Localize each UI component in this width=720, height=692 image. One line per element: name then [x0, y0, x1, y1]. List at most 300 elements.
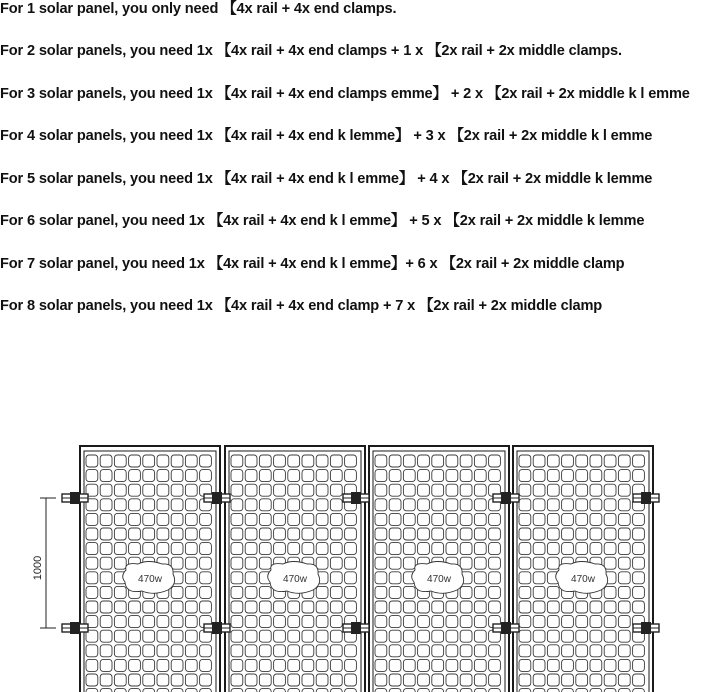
solar-cell [259, 645, 271, 657]
solar-cell [432, 689, 444, 692]
solar-cell [389, 689, 401, 692]
solar-cell [474, 543, 486, 555]
solar-cell [460, 513, 472, 525]
solar-cell [288, 659, 300, 671]
solar-cell [157, 484, 169, 496]
solar-cell [245, 455, 257, 467]
solar-cell [302, 616, 314, 628]
solar-cell [446, 484, 458, 496]
solar-cell [114, 586, 126, 598]
solar-cell [86, 557, 98, 569]
solar-cell [316, 645, 328, 657]
solar-cell [288, 484, 300, 496]
solar-cell [375, 470, 387, 482]
solar-cell [547, 499, 559, 511]
solar-cell [576, 601, 588, 613]
solar-cell [562, 470, 574, 482]
solar-cell [185, 689, 197, 692]
dimension-marker [32, 498, 56, 628]
solar-cell [330, 470, 342, 482]
solar-cell [274, 601, 286, 613]
solar-cell [375, 674, 387, 686]
solar-cell [185, 630, 197, 642]
solar-cell [446, 470, 458, 482]
solar-cell [576, 645, 588, 657]
instruction-line-8: For 8 solar panels, you need 1x 【4x rail + 4x end clamp + 7 x 【2x rail + 2x middle clamp [0, 298, 603, 314]
solar-cell [403, 484, 415, 496]
solar-cell [460, 543, 472, 555]
solar-cell [547, 659, 559, 671]
solar-cell [460, 484, 472, 496]
solar-cell [618, 601, 630, 613]
solar-cell [259, 543, 271, 555]
solar-cell [418, 630, 430, 642]
solar-cell [446, 689, 458, 692]
solar-cell [562, 499, 574, 511]
solar-cell [547, 601, 559, 613]
solar-cell [231, 528, 243, 540]
solar-cell [460, 499, 472, 511]
solar-cell [618, 659, 630, 671]
solar-panel-2 [225, 446, 365, 692]
solar-cell [231, 601, 243, 613]
solar-cell [375, 601, 387, 613]
solar-cell [259, 616, 271, 628]
solar-cell [231, 543, 243, 555]
solar-cell [389, 455, 401, 467]
instruction-line-3: For 3 solar panels, you need 1x 【4x rail + 4x end clamps emme】 + 2 x 【2x rail + 2x middle k l emme [0, 86, 690, 102]
solar-cell [143, 455, 155, 467]
solar-cell [474, 601, 486, 613]
solar-cell [316, 528, 328, 540]
solar-cell [403, 528, 415, 540]
solar-cell [519, 557, 531, 569]
solar-cell [432, 543, 444, 555]
solar-cell [618, 470, 630, 482]
solar-cell [460, 645, 472, 657]
solar-cell [231, 484, 243, 496]
solar-cell [316, 659, 328, 671]
solar-cell [432, 513, 444, 525]
solar-cell [533, 513, 545, 525]
solar-cell [547, 455, 559, 467]
solar-cell [519, 470, 531, 482]
solar-cell [474, 689, 486, 692]
solar-cell [618, 499, 630, 511]
solar-cell [129, 543, 141, 555]
solar-cell [129, 674, 141, 686]
solar-cell [330, 543, 342, 555]
solar-cell [345, 601, 357, 613]
solar-cell [200, 470, 212, 482]
solar-cell [562, 513, 574, 525]
solar-cell [157, 645, 169, 657]
solar-cell [288, 499, 300, 511]
solar-cell [547, 630, 559, 642]
solar-cell [330, 484, 342, 496]
solar-cell [171, 499, 183, 511]
solar-cell [86, 470, 98, 482]
solar-cell [143, 499, 155, 511]
solar-cell [633, 674, 645, 686]
solar-cell [245, 543, 257, 555]
solar-cell [403, 689, 415, 692]
solar-cell [143, 630, 155, 642]
solar-cell [547, 674, 559, 686]
wattage-label [268, 562, 320, 594]
solar-cell [345, 455, 357, 467]
solar-cell [489, 601, 501, 613]
solar-cell [302, 543, 314, 555]
solar-cell [562, 484, 574, 496]
solar-cell [157, 674, 169, 686]
solar-cell [489, 557, 501, 569]
solar-cell [618, 616, 630, 628]
solar-cell [330, 674, 342, 686]
solar-cell [489, 645, 501, 657]
solar-cell [274, 645, 286, 657]
solar-cell [418, 499, 430, 511]
solar-cell [547, 689, 559, 692]
solar-cell [200, 689, 212, 692]
solar-cell [274, 470, 286, 482]
solar-cell [129, 659, 141, 671]
instruction-line-4: For 4 solar panels, you need 1x 【4x rail + 4x end k lemme】 + 3 x 【2x rail + 2x middle k l emme [0, 128, 653, 144]
solar-cell [185, 499, 197, 511]
solar-cell [100, 455, 112, 467]
solar-cell [418, 543, 430, 555]
middle-clamp [343, 622, 369, 634]
solar-cell [171, 616, 183, 628]
solar-cell [604, 499, 616, 511]
solar-cell [245, 513, 257, 525]
solar-cell [489, 659, 501, 671]
solar-cell [460, 674, 472, 686]
solar-cell [86, 601, 98, 613]
solar-cell [302, 513, 314, 525]
solar-cell [562, 616, 574, 628]
solar-cell [533, 586, 545, 598]
solar-cell [403, 513, 415, 525]
solar-cell [576, 528, 588, 540]
solar-cell [231, 616, 243, 628]
solar-cell [288, 543, 300, 555]
solar-cell [200, 557, 212, 569]
wattage-text: 470w [427, 574, 451, 585]
solar-cell [474, 674, 486, 686]
solar-cell [618, 572, 630, 584]
solar-cell [604, 630, 616, 642]
solar-cell [432, 499, 444, 511]
solar-cell [618, 674, 630, 686]
solar-cell [231, 659, 243, 671]
solar-cell [171, 630, 183, 642]
solar-cell [474, 630, 486, 642]
solar-cell [171, 470, 183, 482]
solar-cell [330, 528, 342, 540]
solar-cell [432, 470, 444, 482]
solar-cell [389, 499, 401, 511]
solar-cell [288, 601, 300, 613]
solar-cell [375, 513, 387, 525]
solar-cell [533, 659, 545, 671]
solar-cell [446, 601, 458, 613]
solar-cell [330, 616, 342, 628]
solar-cell [129, 484, 141, 496]
solar-cell [432, 630, 444, 642]
solar-cell [171, 689, 183, 692]
solar-cell [533, 455, 545, 467]
solar-cell [129, 645, 141, 657]
solar-cell [231, 674, 243, 686]
solar-cell [418, 484, 430, 496]
solar-cell [533, 470, 545, 482]
solar-cell [114, 674, 126, 686]
solar-cell [100, 484, 112, 496]
solar-cell [86, 689, 98, 692]
solar-cell [489, 455, 501, 467]
solar-cell [259, 601, 271, 613]
solar-cell [185, 455, 197, 467]
instruction-line-6: For 6 solar panel, you need 1x 【4x rail + 4x end k l emme】 + 5 x 【2x rail + 2x middle k lemme [0, 213, 645, 229]
solar-cell [231, 586, 243, 598]
solar-cell [474, 528, 486, 540]
solar-cell [114, 630, 126, 642]
solar-cell [274, 659, 286, 671]
solar-cell [446, 455, 458, 467]
solar-cell [302, 484, 314, 496]
solar-cell [590, 484, 602, 496]
solar-cell [185, 557, 197, 569]
solar-cell [171, 484, 183, 496]
solar-cell [259, 557, 271, 569]
solar-cell [100, 557, 112, 569]
solar-cell [302, 601, 314, 613]
solar-cell [345, 528, 357, 540]
solar-cell [231, 470, 243, 482]
solar-cell [519, 659, 531, 671]
solar-cell [157, 630, 169, 642]
solar-cell [185, 586, 197, 598]
solar-cell [474, 659, 486, 671]
solar-cell [403, 543, 415, 555]
solar-cell [604, 513, 616, 525]
solar-cell [489, 470, 501, 482]
solar-cell [185, 645, 197, 657]
solar-cell [446, 616, 458, 628]
solar-cell [633, 513, 645, 525]
solar-cell [562, 455, 574, 467]
solar-cell [389, 572, 401, 584]
solar-cell [129, 689, 141, 692]
solar-cell [389, 586, 401, 598]
solar-cell [231, 455, 243, 467]
solar-cell [171, 528, 183, 540]
solar-cell [576, 543, 588, 555]
solar-cell [604, 601, 616, 613]
solar-cell [185, 513, 197, 525]
solar-cell [446, 659, 458, 671]
solar-cell [460, 455, 472, 467]
solar-cell [562, 528, 574, 540]
solar-cell [562, 659, 574, 671]
solar-cell [302, 630, 314, 642]
solar-cell [129, 499, 141, 511]
solar-cell [274, 528, 286, 540]
solar-cell [259, 470, 271, 482]
solar-cell [389, 528, 401, 540]
solar-cell [330, 630, 342, 642]
solar-cell [231, 689, 243, 692]
solar-cell [259, 659, 271, 671]
solar-cell [533, 528, 545, 540]
solar-cell [185, 674, 197, 686]
solar-cell [86, 455, 98, 467]
solar-cell [259, 513, 271, 525]
middle-clamp [204, 622, 230, 634]
solar-cell [316, 543, 328, 555]
solar-cell [590, 543, 602, 555]
solar-cell [460, 689, 472, 692]
solar-cell [576, 484, 588, 496]
solar-cell [375, 557, 387, 569]
solar-cell [200, 674, 212, 686]
solar-cell [576, 616, 588, 628]
solar-cell [446, 543, 458, 555]
solar-cell [547, 528, 559, 540]
solar-cell [114, 645, 126, 657]
solar-cell [533, 499, 545, 511]
solar-cell [519, 616, 531, 628]
solar-cell [519, 689, 531, 692]
solar-cell [345, 513, 357, 525]
end-clamp [633, 622, 659, 634]
solar-cell [489, 528, 501, 540]
solar-cell [302, 455, 314, 467]
solar-cell [618, 528, 630, 540]
solar-cell [618, 645, 630, 657]
solar-cell [259, 499, 271, 511]
solar-cell [245, 689, 257, 692]
solar-cell [375, 586, 387, 598]
solar-cell [590, 528, 602, 540]
solar-cell [633, 689, 645, 692]
solar-cell [86, 528, 98, 540]
solar-cell [519, 601, 531, 613]
wattage-text: 470w [283, 574, 307, 585]
solar-cell [446, 528, 458, 540]
solar-cell [171, 543, 183, 555]
solar-cell [474, 455, 486, 467]
solar-cell [604, 674, 616, 686]
solar-cell [562, 601, 574, 613]
solar-cell [288, 616, 300, 628]
solar-cell [547, 543, 559, 555]
solar-cell [418, 689, 430, 692]
solar-cell [316, 499, 328, 511]
solar-cell [460, 557, 472, 569]
solar-cell [231, 499, 243, 511]
solar-cell [100, 616, 112, 628]
instruction-line-1: For 1 solar panel, you only need 【4x rail + 4x end clamps. [0, 1, 397, 17]
solar-cell [618, 557, 630, 569]
solar-cell [157, 601, 169, 613]
solar-cell [185, 470, 197, 482]
instruction-line-5: For 5 solar panels, you need 1x 【4x rail + 4x end k l emme】 + 4 x 【2x rail + 2x middle k lemme [0, 171, 653, 187]
solar-cell [316, 601, 328, 613]
solar-cell [171, 601, 183, 613]
solar-cell [389, 659, 401, 671]
middle-clamp [493, 622, 519, 634]
solar-cell [389, 557, 401, 569]
solar-cell [114, 689, 126, 692]
solar-cell [316, 513, 328, 525]
solar-cell [171, 586, 183, 598]
solar-cell [633, 601, 645, 613]
solar-cell [100, 513, 112, 525]
solar-cell [129, 630, 141, 642]
solar-cell [403, 674, 415, 686]
solar-cell [403, 557, 415, 569]
solar-cell [590, 601, 602, 613]
solar-cell [143, 645, 155, 657]
solar-cell [231, 557, 243, 569]
solar-cell [432, 674, 444, 686]
solar-cell [200, 513, 212, 525]
solar-cell [143, 601, 155, 613]
solar-cell [288, 645, 300, 657]
solar-cell [403, 499, 415, 511]
solar-cell [533, 689, 545, 692]
solar-cell [100, 528, 112, 540]
solar-cell [418, 513, 430, 525]
solar-cell [330, 557, 342, 569]
solar-cell [519, 543, 531, 555]
solar-cell [547, 645, 559, 657]
solar-cell [129, 455, 141, 467]
solar-cell [604, 455, 616, 467]
solar-cell [633, 470, 645, 482]
solar-cell [604, 645, 616, 657]
solar-cell [375, 572, 387, 584]
solar-cell [375, 543, 387, 555]
solar-cell [129, 470, 141, 482]
solar-cell [533, 630, 545, 642]
solar-cell [474, 513, 486, 525]
solar-cell [259, 689, 271, 692]
wattage-text: 470w [571, 574, 595, 585]
solar-cell [345, 674, 357, 686]
solar-cell [200, 586, 212, 598]
solar-cell [418, 470, 430, 482]
solar-cell [389, 543, 401, 555]
solar-cell [576, 499, 588, 511]
solar-cell [86, 513, 98, 525]
solar-cell [533, 484, 545, 496]
instruction-line-2: For 2 solar panels, you need 1x 【4x rail + 4x end clamps + 1 x 【2x rail + 2x middle clamps. [0, 43, 622, 59]
solar-cell [590, 455, 602, 467]
solar-cell [157, 659, 169, 671]
solar-cell [330, 586, 342, 598]
solar-cell [418, 659, 430, 671]
wattage-label [123, 562, 175, 594]
solar-cell [576, 674, 588, 686]
solar-cell [259, 455, 271, 467]
solar-cell [157, 543, 169, 555]
solar-cell [547, 513, 559, 525]
solar-cell [114, 484, 126, 496]
solar-cell [474, 645, 486, 657]
